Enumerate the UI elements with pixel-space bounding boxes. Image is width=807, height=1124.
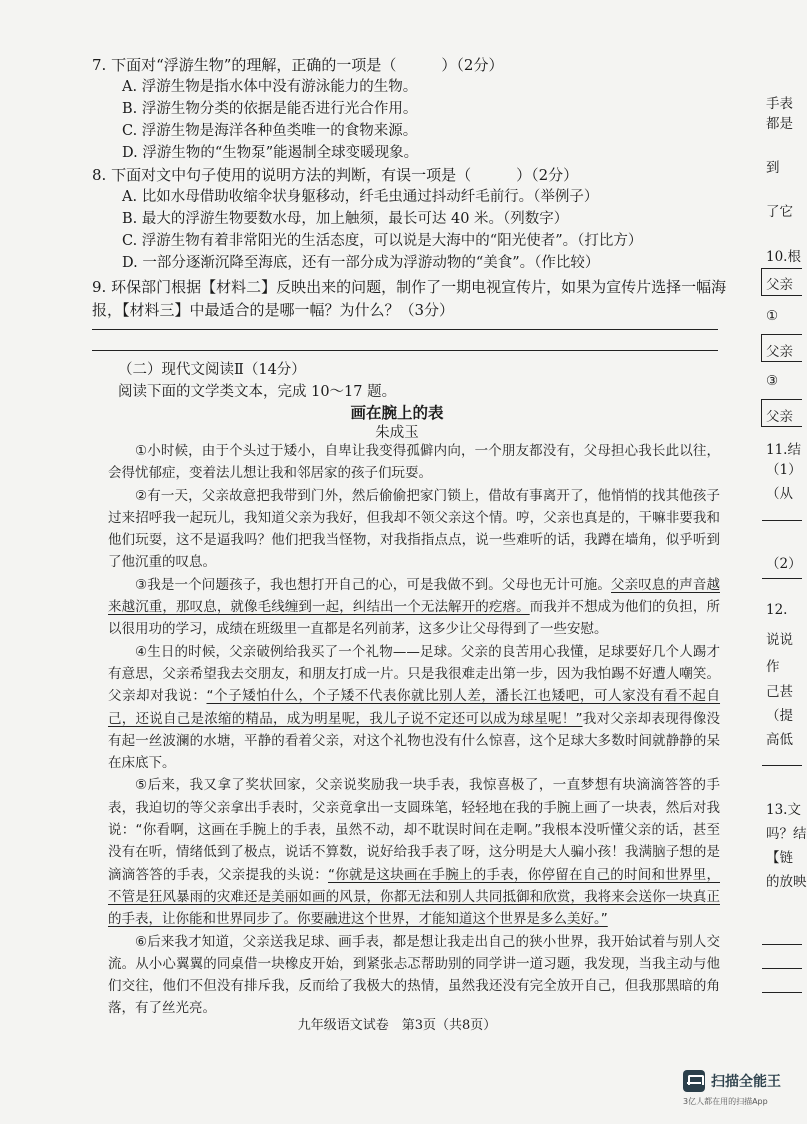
side-text: （提 (766, 708, 793, 724)
answer-line (762, 968, 802, 969)
question-7-option-c: C. 浮游生物是海洋各种鱼类唯一的食物来源。 (122, 123, 418, 139)
questions-block (92, 54, 732, 322)
side-text: 11.结 (766, 442, 801, 458)
side-text: 说说 (766, 632, 793, 648)
story-author: 朱成玉 (375, 425, 419, 441)
story-text (108, 440, 720, 1020)
side-text: （从 (766, 486, 793, 502)
adjacent-page-fragment (760, 0, 807, 1124)
question-8-stem: 8. 下面对文中句子使用的说明方法的判断，有误一项是（ ）（2分） (92, 166, 579, 184)
side-text: 作 (766, 659, 780, 675)
story-paragraph-2: ②有一天，父亲故意把我带到门外，然后偷偷把家门锁上，借故有事离开了，他悄悄的找其他孩子过来招呼我一起玩儿，我知道父亲为我好，但我却不领父亲这个情。哼，父亲也真是的，干嘛非要我和他们玩耍，这不是逼我吗？他们把我当怪物，对我指指点点，说一些难听的话，我蹲在墙角，似乎听到了他沉重的叹息。 (108, 487, 720, 571)
side-text: 父亲 (766, 277, 793, 293)
underlined-sentence: “你就是这块画在手腕上的手表，你停留在自己的时间和世界里，不管是狂风暴雨的灾难还是美丽如画的风景，你都无法和别人共同抵御和欣赏，我将来会送你一块真正的手表，让你能和世界同步了。你要融进这个世界，才能知道这个世界是多么美好。” (108, 866, 720, 928)
side-text: 13.文 (766, 802, 801, 818)
story-text-span: 而我并不想成为他们的负担，所以很用功的学习，成绩在班级里一直都是名列前茅，这多少让父母得到了一些安慰。 (108, 599, 721, 638)
side-text: （1） (766, 462, 802, 478)
story-text-span: ⑤后来，我又拿了奖状回家，父亲说奖励我一块手表，我惊喜极了，一直梦想有块滴滴答答的手表，我迫切的等父亲拿出手表时，父亲竟拿出一支圆珠笔，轻轻地在我的手腕上画了一块表，然后对我说：“你看啊，这画在手腕上的手表，虽然不动，却不耽误时间在走啊。”我根本没听懂父亲的话，甚至没有在听，情绪低到了极点，说话不算数，说好给我手表了呀，这分明是大人骗小孩！我满脑子想的是滴滴答答的手表，父亲提我的头说： (108, 777, 720, 883)
side-text: 了它 (766, 204, 793, 220)
story-paragraph-6: ⑥后来我才知道，父亲送我足球、画手表，都是想让我走出自己的狭小世界，我开始试着与别人交流。从小心翼翼的同桌借一块橡皮开始，到紧张忐忑帮助别的同学讲一道习题，我发现，当我主动与他们交往，他们不但没有排斥我，反而给了我极大的热情，虽然我还没有完全放开自己，但我那黑暗的角落，有了丝光亮。 (108, 933, 720, 1017)
answer-line (762, 765, 802, 766)
story-title: 画在腕上的表 (350, 403, 444, 422)
answer-line (762, 578, 802, 579)
section-intro: 阅读下面的文学类文本，完成 10～17 题。 (118, 384, 397, 400)
side-text: （2） (766, 556, 802, 572)
question-7-stem: 7. 下面对“浮游生物”的理解，正确的一项是（ ）（2分） (92, 56, 504, 74)
answer-line (92, 329, 718, 330)
story-paragraph-4 (108, 641, 720, 775)
scanner-tagline: 3亿人都在用的扫描App (683, 1097, 768, 1106)
answer-line (762, 992, 802, 993)
story-paragraph-5 (108, 774, 720, 930)
question-7-option-a: A. 浮游生物是指水体中没有游泳能力的生物。 (122, 79, 418, 95)
answer-line (762, 520, 802, 521)
side-text: ③ (766, 373, 779, 389)
answer-line (762, 944, 802, 945)
underlined-sentence: 父亲叹息的声音越来越沉重，那叹息，就像毛线缠到一起，纠结出一个无法解开的疙瘩。 (108, 576, 720, 616)
side-text: 手表 (766, 96, 793, 112)
story-paragraph-3 (108, 574, 720, 641)
section-header: （二）现代文阅读Ⅱ（14分） (118, 362, 306, 378)
underlined-sentence: “个子矮怕什么，个子矮不代表你就比别人差，潘长江也矮吧，可人家没有看不起自己，还说自己是浓缩的精品，成为明星呢，我儿子说不定还可以成为球星呢！” (108, 688, 721, 727)
scanner-logo-icon (683, 1070, 705, 1092)
story-text-span: 我对父亲却表现得像没有起一丝波澜的水塘，平静的看着父亲，对这个礼物也没有什么惊喜，这个足球大多数时间就静静的呆在床底下。 (108, 710, 720, 772)
side-text: 父亲 (766, 344, 793, 360)
story-text-span: ③我是一个问题孩子，我也想打开自己的心，可是我做不到。父母也无计可施。 (135, 576, 612, 593)
question-8-option-a: A. 比如水母借助收缩伞状身躯移动，纤毛虫通过抖动纤毛前行。（举例子） (122, 189, 599, 205)
page-footer: 九年级语文试卷 第3页（共8页） (297, 1018, 497, 1033)
story-paragraph-1: ①小时候，由于个头过于矮小，自卑让我变得孤僻内向，一个朋友都没有，父母担心我长此以往，会得忧郁症，变着法儿想让我和邻居家的孩子们玩耍。 (108, 443, 720, 482)
question-7-option-d: D. 浮游生物的“生物泵”能遏制全球变暖现象。 (122, 145, 419, 161)
scanner-watermark (683, 1070, 781, 1092)
scanner-brand: 扫描全能王 (711, 1074, 781, 1090)
side-text: 己甚 (766, 684, 793, 700)
story-text-span: ④生日的时候，父亲破例给我买了一个礼物——足球。父亲的良苦用心我懂，足球要好几个人踢才有意思，父亲希望我去交朋友，和朋友打成一片。只是我很难走出第一步，因为我怕踢不好遭人嘲笑。父亲却对我说： (108, 643, 720, 705)
side-text: 到 (766, 160, 780, 176)
side-text: 的放映 (766, 874, 807, 890)
side-text: 【链 (766, 850, 793, 866)
answer-line (92, 350, 718, 351)
question-9-text: 9. 环保部门根据【材料二】反映出来的问题，制作了一期电视宣传片，如果为宣传片选择一幅海报，【材料三】中最适合的是哪一幅？为什么？（3分） (92, 278, 727, 319)
question-8-option-b: B. 最大的浮游生物要数水母，加上触须，最长可达 40 米。（列数字） (122, 211, 569, 227)
question-7-option-b: B. 浮游生物分类的依据是能否进行光合作用。 (122, 101, 418, 117)
side-text: 都是 (766, 116, 793, 132)
side-text: 高低 (766, 732, 793, 748)
side-text: 父亲 (766, 409, 793, 425)
question-8-option-d: D. 一部分逐渐沉降至海底，还有一部分成为浮游动物的“美食”。（作比较） (122, 255, 600, 271)
side-text: 吗？结 (766, 826, 807, 842)
side-text: 12. (766, 602, 788, 618)
side-text: 10.根 (766, 249, 801, 265)
question-8-option-c: C. 浮游生物有着非常阳光的生活态度，可以说是大海中的“阳光使者”。（打比方） (122, 233, 643, 249)
side-text: ① (766, 308, 779, 324)
